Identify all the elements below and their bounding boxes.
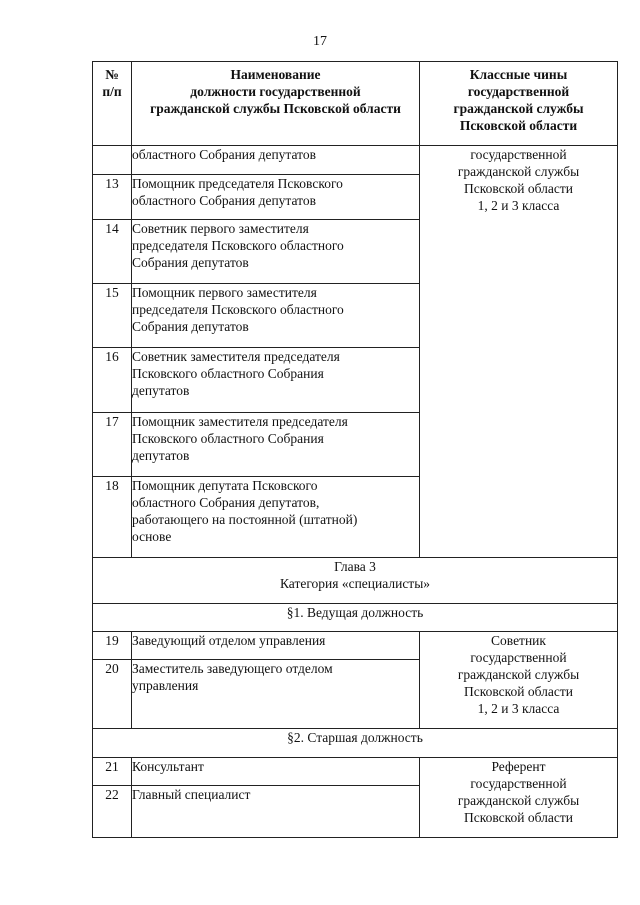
text-line: Заведующий отделом управления <box>132 633 326 648</box>
text-line: управления <box>132 678 199 693</box>
row-position-name <box>132 284 420 348</box>
row-number: 21 <box>93 758 132 786</box>
row-number: 18 <box>93 477 132 558</box>
class-rank-cell <box>420 146 618 558</box>
text-line: Консультант <box>132 759 204 774</box>
table-header-row <box>93 62 618 146</box>
text-line: гражданской службы <box>453 101 584 116</box>
positions-table <box>92 61 618 838</box>
text-line: Собрания депутатов <box>132 319 249 334</box>
text-line: государственной <box>470 650 567 665</box>
header-position-name <box>132 62 420 146</box>
text-line: Помощник председателя Псковского <box>132 176 343 191</box>
text-line: 1, 2 и 3 класса <box>477 701 560 716</box>
text-line: Главный специалист <box>132 787 251 802</box>
text-line: председателя Псковского областного <box>132 238 344 253</box>
row-number: 17 <box>93 413 132 477</box>
text-line: должности государственной <box>190 84 361 99</box>
text-line: депутатов <box>132 383 190 398</box>
text-line: гражданской службы <box>457 667 580 682</box>
text-line: Псковского областного Собрания <box>132 431 324 446</box>
header-class-rank <box>420 62 618 146</box>
text-line: Глава 3 <box>334 559 376 574</box>
text-line: п/п <box>102 84 122 99</box>
text-line: Советник заместителя председателя <box>132 349 340 364</box>
text-line: государственной <box>470 776 567 791</box>
text-line: Советник <box>491 633 546 648</box>
chapter-heading-row <box>93 558 618 604</box>
row-number: 22 <box>93 786 132 838</box>
header-number <box>93 62 132 146</box>
row-number: 13 <box>93 175 132 220</box>
text-line: гражданской службы <box>457 793 580 808</box>
table-row <box>93 146 618 175</box>
row-position-name <box>132 786 420 838</box>
row-number: 20 <box>93 660 132 729</box>
section-heading-row <box>93 604 618 632</box>
row-position-name <box>132 477 420 558</box>
row-position-name <box>132 660 420 729</box>
text-line: председателя Псковского областного <box>132 302 344 317</box>
text-line: Помощник депутата Псковского <box>132 478 318 493</box>
row-number: 16 <box>93 348 132 413</box>
class-rank-cell <box>420 632 618 729</box>
page-number: 17 <box>313 34 327 49</box>
text-line: Псковской области <box>459 118 578 133</box>
row-position-name <box>132 348 420 413</box>
text-line: 1, 2 и 3 класса <box>477 198 560 213</box>
text-line: основе <box>132 529 172 544</box>
text-line: государственной <box>467 84 570 99</box>
text-line: Советник первого заместителя <box>132 221 309 236</box>
text-line: Наименование <box>230 67 321 82</box>
text-line: государственной <box>470 147 567 162</box>
text-line: Помощник заместителя председателя <box>132 414 348 429</box>
text-line: Псковской области <box>463 181 573 196</box>
row-position-name <box>132 220 420 284</box>
row-position-name <box>132 632 420 660</box>
text-line: Классные чины <box>469 67 568 82</box>
row-number: 15 <box>93 284 132 348</box>
row-position-name <box>132 146 420 175</box>
table-row <box>93 758 618 786</box>
text-line: работающего на постоянной (штатной) <box>132 512 358 527</box>
text-line: гражданской службы Псковской области <box>150 101 401 116</box>
text-line: Псковского областного Собрания <box>132 366 324 381</box>
text-line: гражданской службы <box>457 164 580 179</box>
text-line: депутатов <box>132 448 190 463</box>
section-heading-leading: §1. Ведущая должность <box>93 604 618 632</box>
text-line: Псковской области <box>463 810 573 825</box>
text-line: Помощник первого заместителя <box>132 285 317 300</box>
text-line: областного Собрания депутатов <box>132 193 316 208</box>
text-line: Категория «специалисты» <box>279 576 431 591</box>
text-line: № <box>105 67 119 82</box>
row-position-name <box>132 175 420 220</box>
text-line: Собрания депутатов <box>132 255 249 270</box>
text-line: областного Собрания депутатов, <box>132 495 320 510</box>
row-number: 14 <box>93 220 132 284</box>
row-number <box>93 146 132 175</box>
section-heading-row <box>93 729 618 758</box>
class-rank-cell <box>420 758 618 838</box>
section-heading-senior: §2. Старшая должность <box>93 729 618 758</box>
row-number: 19 <box>93 632 132 660</box>
row-position-name <box>132 413 420 477</box>
text-line: Псковской области <box>463 684 573 699</box>
text-line: Референт <box>491 759 546 774</box>
text-line: Заместитель заведующего отделом <box>132 661 333 676</box>
table-row <box>93 632 618 660</box>
row-position-name <box>132 758 420 786</box>
text-line: областного Собрания депутатов <box>132 147 316 162</box>
chapter-heading <box>93 558 618 604</box>
